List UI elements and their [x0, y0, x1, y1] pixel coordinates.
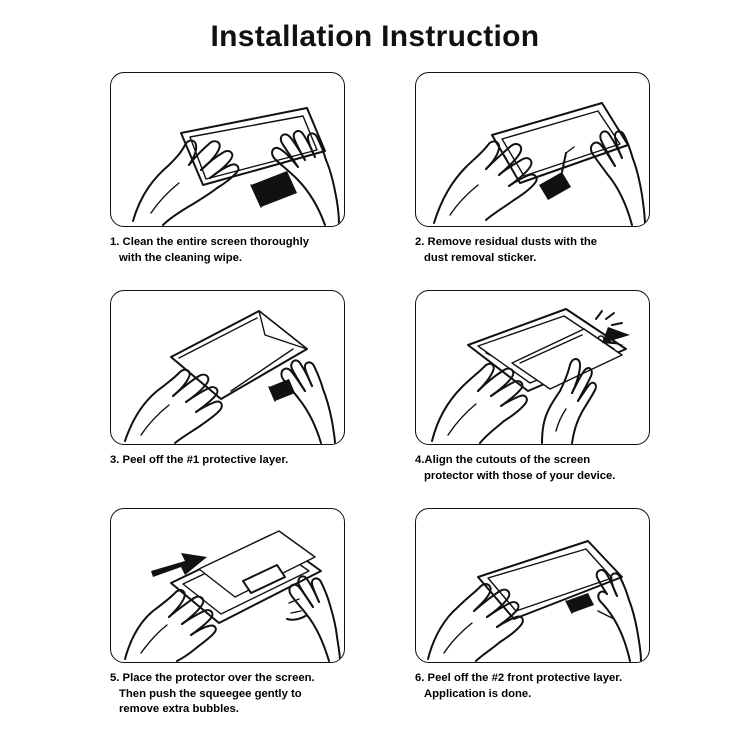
- step-caption-1: [110, 235, 355, 266]
- step-illustration-4: [415, 290, 650, 445]
- step-caption-4-line2: protector with those of your device.: [424, 469, 616, 482]
- step-item-1: [110, 72, 355, 290]
- step-illustration-2: [415, 72, 650, 227]
- step-item-6: [415, 508, 660, 726]
- step-item-4: [415, 290, 660, 508]
- step-caption-4: [415, 453, 660, 484]
- step-illustration-6: [415, 508, 650, 663]
- step-caption-1-line1: 1. Clean the entire screen thoroughly: [110, 236, 309, 248]
- step-caption-2-line2: dust removal sticker.: [424, 251, 537, 264]
- step-caption-3-line1: 3. Peel off the #1 protective layer.: [110, 454, 289, 466]
- step-illustration-1: [110, 72, 345, 227]
- steps-grid: [110, 72, 640, 726]
- step-caption-5: [110, 671, 355, 718]
- step-caption-6: [415, 671, 660, 702]
- step-item-2: [415, 72, 660, 290]
- step-caption-2: [415, 235, 660, 266]
- step-illustration-5: [110, 508, 345, 663]
- step-caption-6-line2: Application is done.: [424, 687, 532, 700]
- step-caption-1-line2: with the cleaning wipe.: [119, 251, 243, 264]
- step-caption-3: [110, 453, 355, 469]
- step-caption-2-line1: 2. Remove residual dusts with the: [415, 236, 598, 248]
- page-title: Installation Instruction: [210, 20, 540, 53]
- step-caption-6-line1: 6. Peel off the #2 front protective layer.: [415, 672, 623, 684]
- step-caption-4-line1: 4.Align the cutouts of the screen: [415, 454, 591, 466]
- step-caption-5-line1: 5. Place the protector over the screen.: [110, 672, 315, 684]
- step-caption-5-line2: Then push the squeegee gently to: [119, 687, 302, 700]
- step-illustration-3: [110, 290, 345, 445]
- step-caption-5-line3: remove extra bubbles.: [119, 703, 239, 716]
- step-item-5: [110, 508, 355, 726]
- step-item-3: [110, 290, 355, 508]
